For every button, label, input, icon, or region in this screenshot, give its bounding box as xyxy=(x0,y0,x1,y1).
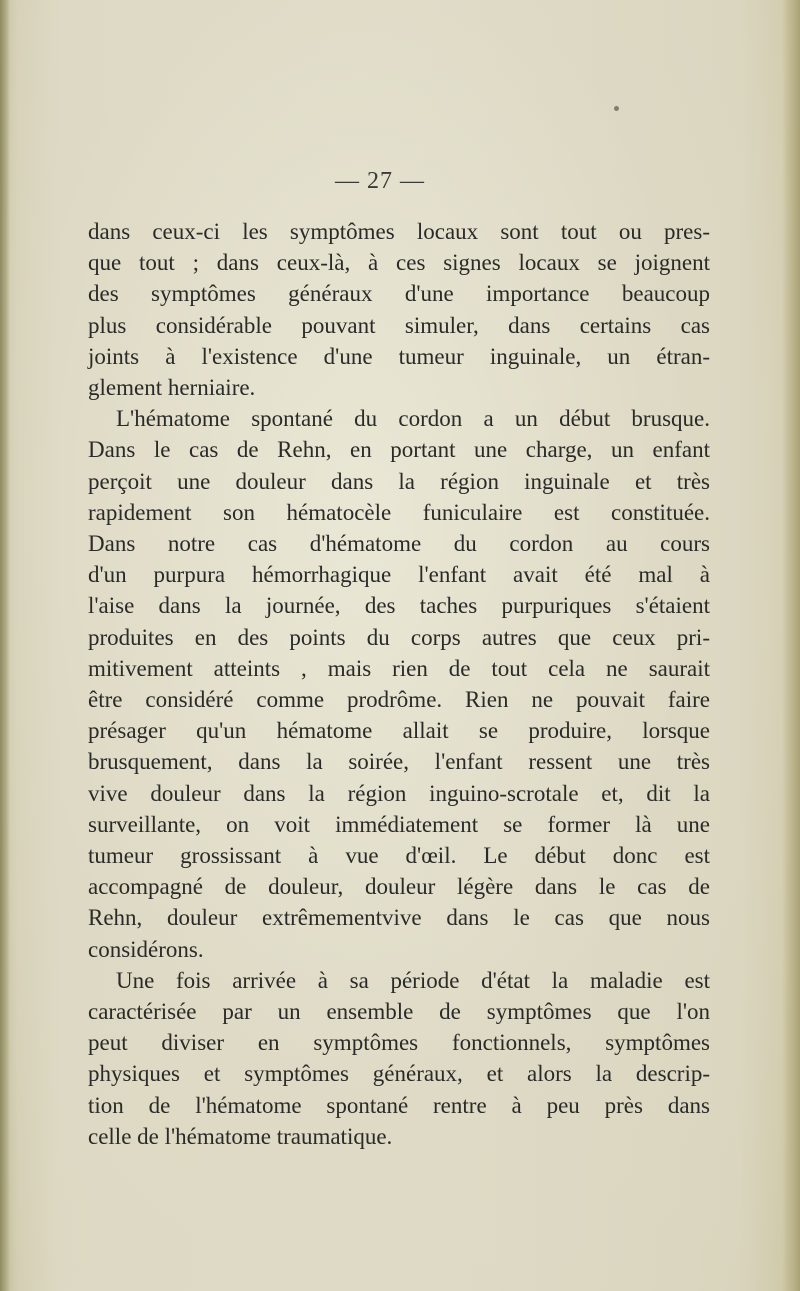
text-line: Dans le cas de Rehn, en portant une charge, un enfant xyxy=(88,437,710,463)
text-line: glement herniaire. xyxy=(88,375,256,401)
body-text xyxy=(88,216,710,1152)
text-line: des symptômes généraux d'une importance beaucoup xyxy=(88,281,710,307)
text-line: présager qu'un hématome allait se produire, lorsque xyxy=(88,718,710,744)
text-line: d'un purpura hémorrhagique l'enfant avait été mal à xyxy=(88,562,710,588)
text-line: être considéré comme prodrôme. Rien ne pouvait faire xyxy=(88,687,710,713)
page-number: — 27 — xyxy=(335,168,425,194)
paper-speck xyxy=(614,106,619,111)
text-line: physiques et symptômes généraux, et alors la descrip- xyxy=(88,1061,710,1087)
text-line: accompagné de douleur, douleur légère dans le cas de xyxy=(88,874,710,900)
text-line: vive douleur dans la région inguino-scrotale et, dit la xyxy=(88,780,710,806)
text-line: rapidement son hématocèle funiculaire est constituée. xyxy=(88,499,710,525)
text-line: produites en des points du corps autres que ceux pri- xyxy=(88,624,710,650)
text-line: tion de l'hématome spontané rentre à peu près dans xyxy=(88,1092,710,1118)
text-line: que tout ; dans ceux-là, à ces signes locaux se joignent xyxy=(88,250,710,276)
text-line: celle de l'hématome traumatique. xyxy=(88,1123,393,1149)
text-line: surveillante, on voit immédiatement se former là une xyxy=(88,811,710,837)
text-line: caractérisée par un ensemble de symptômes que l'on xyxy=(88,999,710,1025)
page-right-edge-shadow xyxy=(782,0,800,1291)
text-line: plus considérable pouvant simuler, dans certains cas xyxy=(88,312,710,338)
text-line: joints à l'existence d'une tumeur inguinale, un étran- xyxy=(88,343,710,369)
text-line: Une fois arrivée à sa période d'état la maladie est xyxy=(116,967,710,993)
text-line: L'hématome spontané du cordon a un début brusque. xyxy=(116,406,710,432)
text-line: Rehn, douleur extrêmementvive dans le cas que nous xyxy=(88,905,710,931)
text-line: perçoit une douleur dans la région inguinale et très xyxy=(88,468,710,494)
text-line: peut diviser en symptômes fonctionnels, symptômes xyxy=(88,1030,710,1056)
text-line: tumeur grossissant à vue d'œil. Le début donc est xyxy=(88,843,710,869)
text-line: considérons. xyxy=(88,936,204,962)
text-line: dans ceux-ci les symptômes locaux sont tout ou pres- xyxy=(88,219,710,244)
text-line: Dans notre cas d'hématome du cordon au cours xyxy=(88,531,710,557)
text-line: l'aise dans la journée, des taches purpuriques s'étaient xyxy=(88,593,710,619)
text-line: mitivement atteints , mais rien de tout cela ne saurait xyxy=(88,655,710,681)
text-line: brusquement, dans la soirée, l'enfant ressent une très xyxy=(88,749,710,775)
